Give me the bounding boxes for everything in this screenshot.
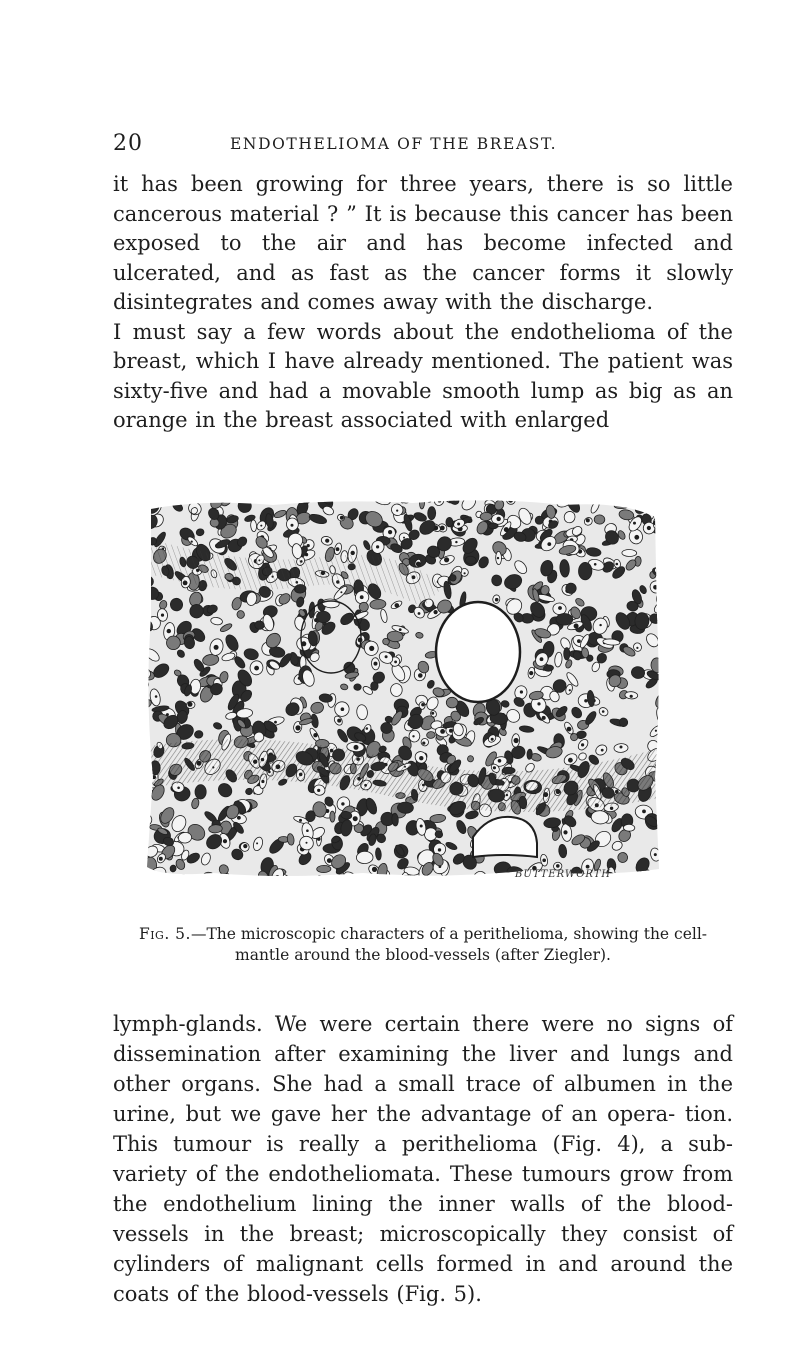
cell-nucleus xyxy=(305,497,308,500)
cell-nucleus xyxy=(438,848,441,851)
cell-nucleus xyxy=(159,857,163,861)
cell-nucleus xyxy=(602,710,605,713)
cell-nucleus xyxy=(214,645,219,650)
cell-nucleus xyxy=(360,595,364,599)
cell-nucleus xyxy=(243,844,247,848)
tumour-cell xyxy=(584,497,599,505)
tumour-cell xyxy=(354,684,362,691)
engraving-perithelioma xyxy=(143,497,663,881)
cell-nucleus xyxy=(586,865,590,869)
cell-nucleus xyxy=(659,606,663,610)
cell-nucleus xyxy=(567,727,572,732)
cell-nucleus xyxy=(385,655,388,658)
cell-nucleus xyxy=(155,873,160,878)
cell-nucleus xyxy=(479,878,481,880)
tumour-cell xyxy=(543,665,553,672)
tumour-cell xyxy=(419,497,425,509)
cell-nucleus xyxy=(395,603,400,608)
cell-nucleus xyxy=(388,530,392,534)
cell-nucleus xyxy=(569,689,571,691)
tumour-cell xyxy=(480,512,492,521)
cell-nucleus xyxy=(647,526,651,530)
cell-nucleus xyxy=(493,766,496,769)
cell-nucleus xyxy=(520,690,523,693)
tumour-cell xyxy=(449,574,456,582)
tumour-cell xyxy=(390,683,402,696)
tumour-cell xyxy=(428,507,436,520)
tumour-cell xyxy=(622,549,637,556)
cell-nucleus xyxy=(327,858,332,863)
tumour-cell xyxy=(356,851,373,864)
cell-nucleus xyxy=(568,758,573,763)
cell-nucleus xyxy=(547,542,551,546)
cell-nucleus xyxy=(275,875,279,879)
cell-nucleus xyxy=(514,738,519,743)
cell-nucleus xyxy=(495,598,499,602)
cell-nucleus xyxy=(237,816,241,820)
cell-nucleus xyxy=(399,628,402,631)
cell-nucleus xyxy=(353,816,358,821)
cell-nucleus xyxy=(633,522,636,525)
cell-nucleus xyxy=(457,523,460,526)
cell-nucleus xyxy=(317,878,320,881)
cell-nucleus xyxy=(655,730,657,732)
cell-nucleus xyxy=(254,666,259,671)
tumour-cell xyxy=(623,824,635,831)
cell-nucleus xyxy=(376,545,379,548)
tumour-cell xyxy=(507,497,516,504)
cell-nucleus xyxy=(440,729,445,734)
cell-nucleus xyxy=(419,756,423,760)
cell-nucleus xyxy=(653,520,658,525)
cell-nucleus xyxy=(143,684,144,686)
tumour-cell xyxy=(316,611,330,623)
vessel-lumen xyxy=(436,602,520,702)
cell-nucleus xyxy=(366,727,369,730)
cell-nucleus xyxy=(420,825,423,828)
cell-nucleus xyxy=(504,527,509,532)
cell-nucleus xyxy=(498,759,502,763)
cell-nucleus xyxy=(340,591,342,593)
cell-nucleus xyxy=(464,572,466,574)
cell-nucleus xyxy=(586,518,590,522)
cell-nucleus xyxy=(537,702,540,705)
cell-nucleus xyxy=(349,875,354,880)
cell-nucleus xyxy=(341,707,345,711)
cell-nucleus xyxy=(636,647,638,649)
paragraph-lymph-glands: lymph-glands. We were certain there were no signs of dissemination after examining the liver and lungs and other organs. She had a small trace of albumen in the urine, but we gave her the advantage of an opera- tion. This tumour is really a perithelioma (Fig. 4), a sub-variety of the endotheliomata. These tumours grow from the endothelium lining the inner walls of the blood-vessels in the breast; microscopically they consist of cylinders of malignant cells formed in and around the coats of the blood-vessels (Fig. 5). xyxy=(113,1012,733,1306)
cell-nucleus xyxy=(455,541,457,543)
running-title: ENDOTHELIOMA OF THE BREAST. xyxy=(230,135,558,153)
cell-nucleus xyxy=(653,585,658,590)
cell-nucleus xyxy=(177,787,180,790)
tumour-cell xyxy=(594,515,605,525)
cell-nucleus xyxy=(584,699,587,702)
cell-nucleus xyxy=(317,789,320,792)
body-text-bottom xyxy=(113,1009,733,1309)
tumour-cell xyxy=(467,755,474,762)
cell-nucleus xyxy=(438,499,442,503)
cell-nucleus xyxy=(337,719,341,723)
tumour-cell xyxy=(488,523,498,529)
cell-nucleus xyxy=(529,671,533,675)
cell-nucleus xyxy=(351,551,355,555)
tumour-cell xyxy=(381,723,392,734)
cell-nucleus xyxy=(540,657,544,661)
tumour-cell xyxy=(657,873,663,881)
cell-nucleus xyxy=(491,738,494,741)
tumour-cell xyxy=(195,785,206,800)
cell-nucleus xyxy=(274,721,277,724)
cell-nucleus xyxy=(599,624,601,626)
cell-nucleus xyxy=(616,563,619,566)
cell-nucleus xyxy=(422,742,425,745)
tumour-cell xyxy=(578,562,592,580)
cell-nucleus xyxy=(143,671,146,676)
cell-nucleus xyxy=(291,524,294,527)
tumour-cell xyxy=(143,503,151,518)
cell-nucleus xyxy=(657,766,659,768)
cell-nucleus xyxy=(325,539,329,543)
cell-nucleus xyxy=(299,819,302,822)
cell-nucleus xyxy=(306,829,309,832)
tumour-cell xyxy=(647,870,663,881)
cell-nucleus xyxy=(372,867,377,872)
caption-text: —The microscopic characters of a perithelioma, showing the cell-mantle around the blood-vessels (after Ziegler). xyxy=(190,925,708,964)
tumour-cell xyxy=(250,520,257,532)
tumour-cell xyxy=(656,794,663,806)
tumour-cell xyxy=(564,648,570,660)
cell-nucleus xyxy=(558,606,562,610)
tumour-cell xyxy=(618,497,626,502)
paragraph-continued: it has been growing for three years, there is so little cancerous material ? ” It is because this cancer has been exposed to the air and has become infected and ulcerated, and as fast as the cancer forms it slowly disintegrates and comes away with the discharge. xyxy=(113,172,733,314)
cell-nucleus xyxy=(630,695,633,698)
caption-label: Fig. 5. xyxy=(138,925,191,943)
cell-nucleus xyxy=(654,853,657,856)
microscopic-illustration xyxy=(143,497,663,881)
cell-nucleus xyxy=(256,842,258,844)
cell-nucleus xyxy=(155,695,158,698)
tumour-cell xyxy=(316,875,322,881)
cell-nucleus xyxy=(542,859,546,863)
tumour-cell xyxy=(144,857,157,874)
cell-nucleus xyxy=(556,864,560,868)
cell-nucleus xyxy=(434,610,438,614)
figure-caption xyxy=(113,924,733,966)
cell-nucleus xyxy=(167,629,171,633)
cell-nucleus xyxy=(634,535,639,540)
cell-nucleus xyxy=(394,661,397,664)
cell-nucleus xyxy=(620,746,623,749)
cell-nucleus xyxy=(421,703,424,706)
tumour-cell xyxy=(289,497,302,504)
tumour-cell xyxy=(446,517,453,527)
tumour-cell xyxy=(614,501,631,510)
cell-nucleus xyxy=(354,745,359,750)
cell-nucleus xyxy=(412,735,414,737)
cell-nucleus xyxy=(341,802,344,805)
cell-nucleus xyxy=(223,839,227,843)
cell-nucleus xyxy=(260,525,262,527)
cell-nucleus xyxy=(336,547,340,551)
engraver-signature: BUTTERWORTH xyxy=(515,869,612,880)
cell-nucleus xyxy=(577,639,581,643)
tumour-cell xyxy=(330,811,335,822)
cell-nucleus xyxy=(563,830,567,834)
tumour-cell xyxy=(317,865,331,872)
cell-nucleus xyxy=(601,749,604,752)
cell-nucleus xyxy=(416,562,421,567)
tumour-cell xyxy=(527,749,533,760)
cell-nucleus xyxy=(295,725,300,730)
tumour-cell xyxy=(178,873,188,881)
cell-nucleus xyxy=(191,541,193,543)
cell-nucleus xyxy=(642,810,646,814)
cell-nucleus xyxy=(306,842,308,844)
cell-nucleus xyxy=(542,716,546,720)
cell-nucleus xyxy=(418,612,421,615)
cell-nucleus xyxy=(508,498,513,503)
tumour-cell xyxy=(556,614,573,626)
paragraph-endothelioma: I must say a few words about the endothelioma of the breast, which I have already mentioned. The patient was sixty-five and had a movable smooth lump as big as an orange in the breast associated with enlarged xyxy=(113,319,733,432)
cell-nucleus xyxy=(581,743,584,746)
cell-nucleus xyxy=(188,702,193,707)
tumour-cell xyxy=(611,497,630,507)
tumour-cell xyxy=(446,697,458,708)
page-number: 20 xyxy=(113,131,143,156)
running-head xyxy=(113,131,713,157)
cell-nucleus xyxy=(497,517,501,521)
cell-nucleus xyxy=(374,662,378,666)
tumour-cell xyxy=(143,540,147,547)
tumour-cell xyxy=(397,802,413,814)
cell-nucleus xyxy=(261,780,264,783)
cell-nucleus xyxy=(313,733,317,737)
cell-nucleus xyxy=(444,557,449,562)
cell-nucleus xyxy=(403,537,405,539)
cell-nucleus xyxy=(280,879,282,881)
cell-nucleus xyxy=(497,557,499,559)
body-text-top xyxy=(113,170,733,436)
cell-nucleus xyxy=(610,807,613,810)
cell-nucleus xyxy=(379,497,383,501)
cell-nucleus xyxy=(431,712,434,715)
cell-nucleus xyxy=(574,624,579,629)
cell-nucleus xyxy=(161,614,164,617)
cell-nucleus xyxy=(369,646,374,651)
tumour-cell xyxy=(642,497,659,508)
cell-nucleus xyxy=(653,877,657,881)
cell-nucleus xyxy=(594,563,597,566)
cell-nucleus xyxy=(143,818,147,823)
cell-nucleus xyxy=(396,510,398,512)
tumour-cell xyxy=(426,731,435,739)
cell-nucleus xyxy=(340,516,344,520)
cell-nucleus xyxy=(418,673,423,678)
